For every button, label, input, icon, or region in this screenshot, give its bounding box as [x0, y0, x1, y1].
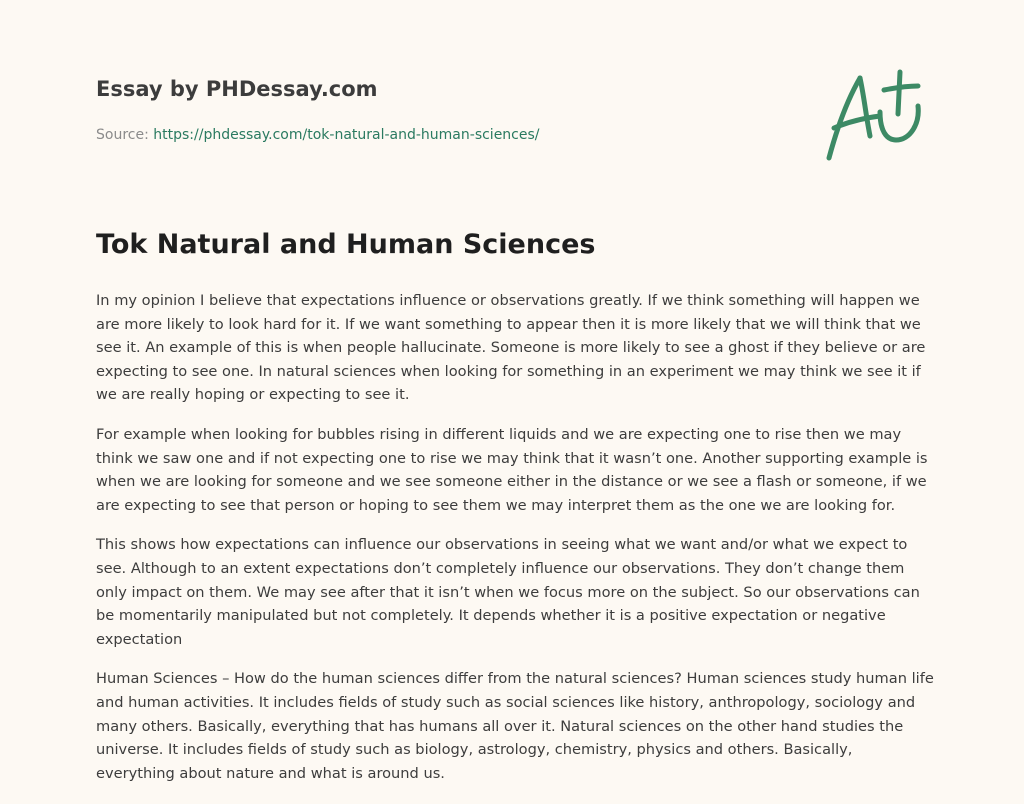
- essay-paragraph: Human Sciences – How do the human sciences differ from the natural sciences? Human sciences study human life and human activities. It includes fields of study such as social sciences like history, anthropology, sociology and many others. Basically, everything that has humans all over it. Natural sciences on the other hand studies the universe. It includes fields of study such as biology, astrology, chemistry, physics and others. Basically, everything about nature and what is around us.: [96, 670, 934, 782]
- essay-paragraph: This shows how expectations can influence our observations in seeing what we want and/or what we expect to see. Although to an extent expectations don’t completely influence our observations. They don’t change them only impact on them. We may see after that it isn’t when we focus more on the subject. So our observations can be momentarily manipulated but not completely. It depends whether it is a positive expectation or negative expectation: [96, 536, 920, 648]
- brand-title: Essay by PHDessay.com: [96, 77, 378, 101]
- document-header: [96, 74, 776, 145]
- essay-paragraph: In my opinion I believe that expectations influence or observations greatly. If we think something will happen we are more likely to look hard for it. If we want something to appear then it is more likely that we will think that we see it. An example of this is when people hallucinate. Someone is more likely to see a ghost if they believe or are expecting to see one. In natural sciences when looking for something in an experiment we may think we see it if we are really hoping or expecting to see it.: [96, 292, 926, 404]
- source-line: [96, 125, 776, 145]
- essay-paragraph: For example when looking for bubbles rising in different liquids and we are expecting one to rise then we may think we saw one and if not expecting one to rise we may think that it wasn’t one. Another supporting example is when we are looking for someone and we see someone either in the distance or we see a flash or someone, if we are expecting to see that person or hoping to see them we may interpret them as the one we are looking for.: [96, 425, 928, 514]
- source-label: Source:: [96, 127, 149, 143]
- source-link[interactable]: https://phdessay.com/tok-natural-and-human-sciences/: [153, 127, 540, 143]
- essay-title: Tok Natural and Human Sciences: [96, 229, 596, 260]
- a-plus-logo-icon: [820, 66, 930, 166]
- essay-content: [96, 226, 934, 801]
